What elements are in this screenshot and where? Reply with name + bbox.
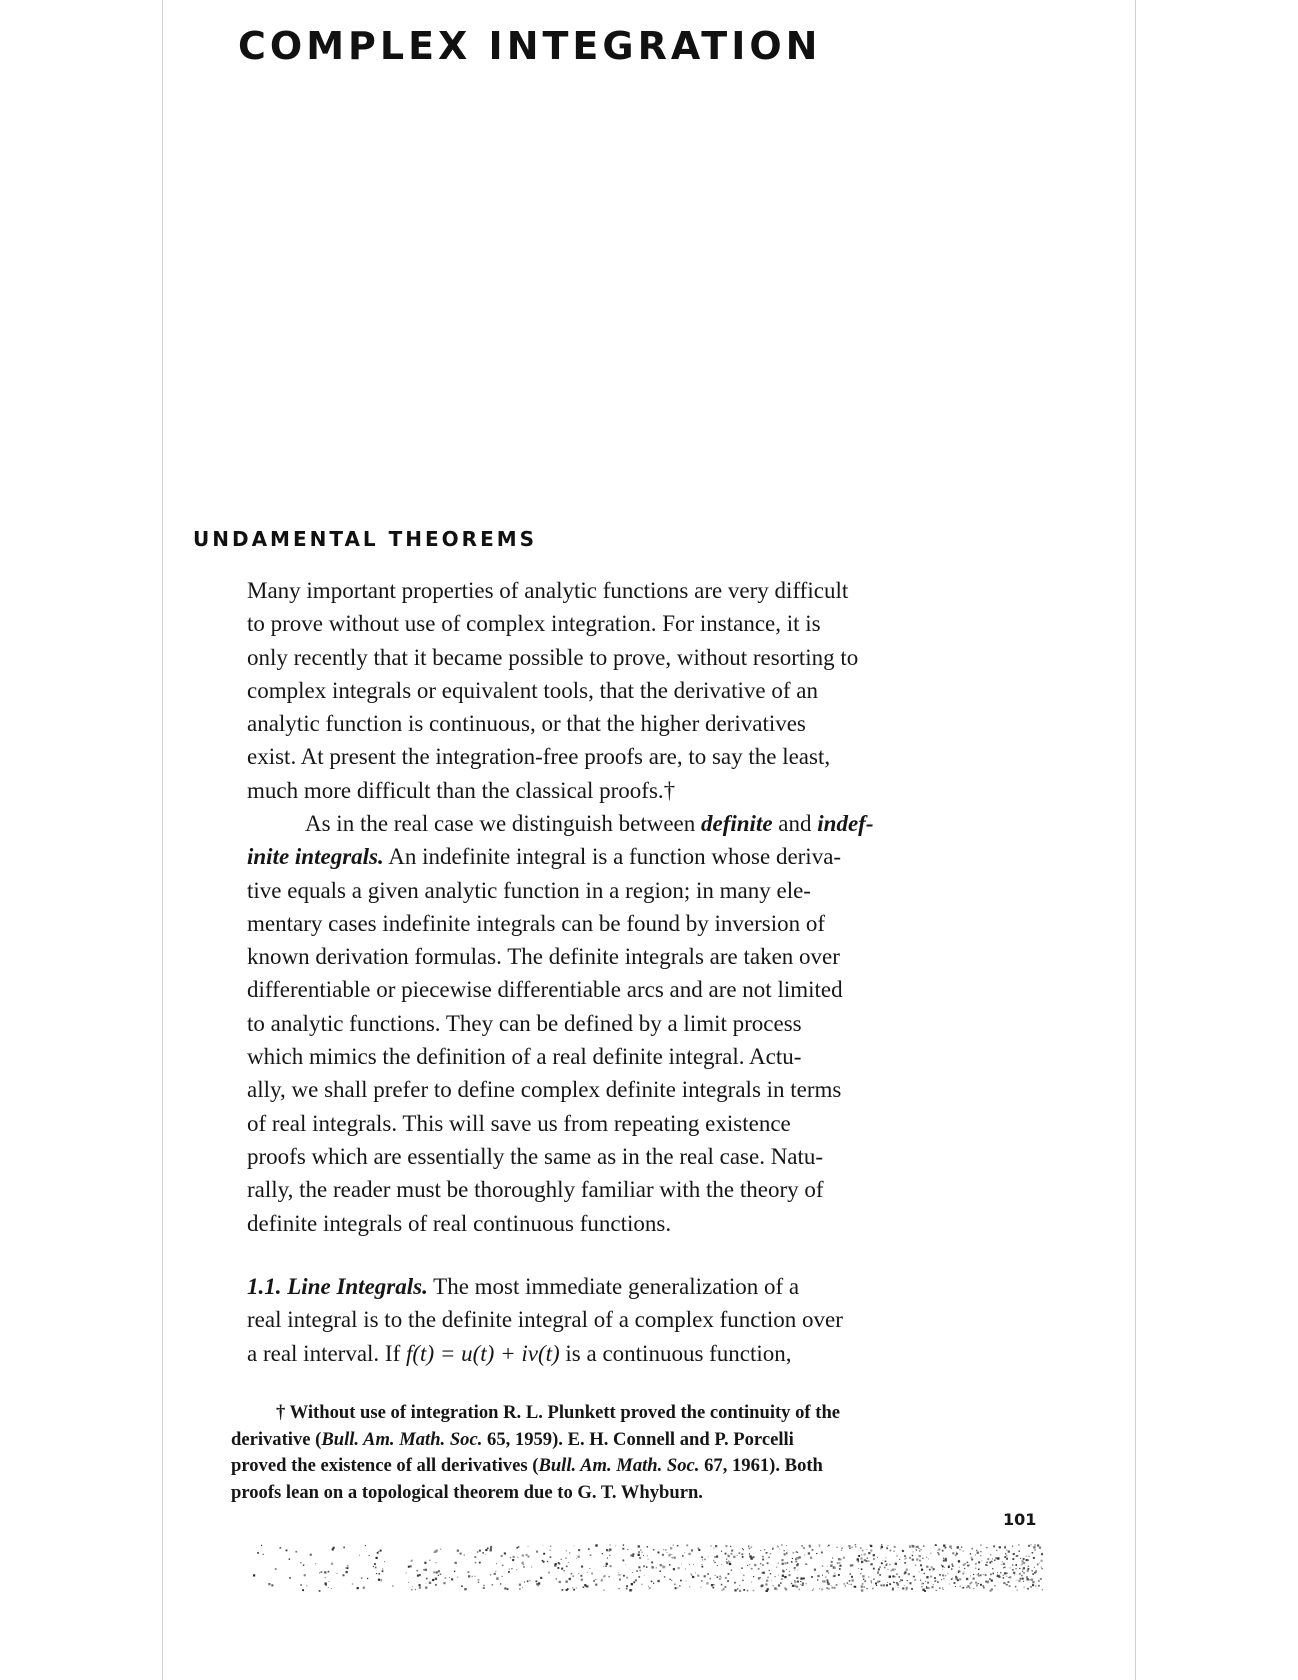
scanned-page	[162, 0, 1136, 1680]
citation: Bull. Am. Math. Soc.	[321, 1428, 483, 1450]
term-definite: definite	[701, 811, 773, 836]
text-line: complex integrals or equivalent tools, that the derivative of an	[247, 677, 818, 703]
chapter-title: COMPLEX INTEGRATION	[238, 24, 822, 68]
text-line: which mimics the definition of a real definite integral. Actu-	[247, 1044, 802, 1070]
text-line: mentary cases indefinite integrals can be found by inversion of	[247, 910, 826, 936]
text-line: Many important properties of analytic functions are very difficult	[247, 578, 849, 603]
text-line: exist. At present the integration-free proofs are, to say the least,	[247, 744, 831, 770]
text-line: to analytic functions. They can be defined by a limit process	[247, 1010, 802, 1036]
paragraph-line-integrals	[247, 1270, 1045, 1370]
term-indefinite-start: indef-	[817, 811, 874, 836]
text-line: real integral is to the definite integral of a complex function over	[247, 1307, 843, 1333]
footnote-line	[231, 1427, 1037, 1454]
footnote-line	[231, 1453, 1037, 1480]
text-line: definite integrals of real continuous functions.	[247, 1210, 672, 1236]
text-line	[247, 1337, 1045, 1370]
text-segment: a real interval. If	[247, 1340, 406, 1366]
text-line	[247, 840, 1045, 873]
page-number: 101	[1003, 1510, 1037, 1529]
text-segment: As in the real case we distinguish between	[305, 811, 701, 836]
footnote-line: proofs lean on a topological theorem due to G. T. Whyburn.	[231, 1481, 703, 1503]
text-segment: and	[772, 811, 818, 836]
text-segment: proved the existence of all derivatives (	[231, 1455, 539, 1476]
text-line: tive equals a given analytic function in a region; in many ele-	[247, 877, 811, 903]
footnote	[231, 1400, 1037, 1506]
formula: f(t) = u(t) + iv(t)	[406, 1340, 560, 1366]
text-line: only recently that it became possible to prove, without resorting to	[247, 644, 859, 670]
text-line: ally, we shall prefer to define complex definite integrals in terms	[247, 1077, 842, 1103]
paragraph-definite-integrals	[247, 807, 1045, 1240]
term-indefinite-end: inite integrals.	[247, 844, 384, 870]
text-line	[247, 807, 1045, 840]
text-line: differentiable or piecewise differentiable arcs and are not limited	[247, 977, 843, 1003]
text-line: of real integrals. This will save us from repeating existence	[247, 1110, 791, 1136]
text-segment: An indefinite integral is a function whose deriva-	[383, 844, 842, 870]
text-segment: derivative (	[231, 1428, 322, 1450]
text-segment: is a continuous function,	[559, 1340, 792, 1366]
scan-noise	[243, 1534, 1043, 1592]
paragraph-intro	[247, 574, 1045, 807]
citation: Bull. Am. Math. Soc.	[538, 1455, 700, 1476]
text-line	[247, 1270, 1045, 1303]
section-heading: UNDAMENTAL THEOREMS	[193, 527, 538, 551]
text-line: to prove without use of complex integration. For instance, it is	[247, 611, 821, 637]
text-line: proofs which are essentially the same as in the real case. Natu-	[247, 1143, 824, 1169]
footnote-line: † Without use of integration R. L. Plunkett proved the continuity of the	[276, 1402, 841, 1423]
text-segment: 65, 1959). E. H. Connell and P. Porcelli	[482, 1428, 794, 1450]
text-line: known derivation formulas. The definite integrals are taken over	[247, 944, 840, 970]
text-line: rally, the reader must be thoroughly familiar with the theory of	[247, 1177, 824, 1203]
text-line: analytic function is continuous, or that the higher derivatives	[247, 711, 806, 737]
text-segment: The most immediate generalization of a	[427, 1274, 800, 1299]
text-line: much more difficult than the classical proofs.†	[247, 777, 676, 803]
text-segment: 67, 1961). Both	[699, 1455, 823, 1476]
subsection-heading: 1.1. Line Integrals.	[247, 1274, 428, 1299]
